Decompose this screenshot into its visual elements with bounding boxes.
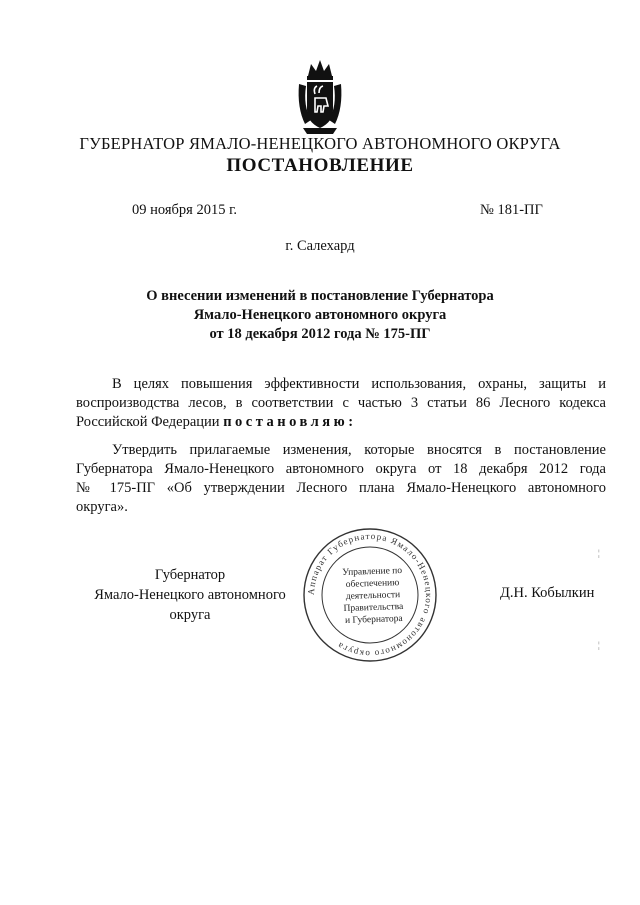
- subject-line: Ямало-Ненецкого автономного округа: [193, 307, 447, 323]
- stamp-line: Правительства: [343, 601, 404, 615]
- document-date: 09 ноября 2015 г.: [132, 202, 238, 218]
- coat-of-arms-emblem-icon: [293, 58, 347, 136]
- scan-mark: ¦: [598, 548, 600, 558]
- document-number: № 181-ПГ: [480, 202, 543, 218]
- signatory-title-line: Губернатор: [154, 567, 226, 583]
- body-paragraph-2: [76, 441, 606, 517]
- subject-line: от 18 декабря 2012 года № 175-ПГ: [209, 326, 431, 342]
- body-paragraph-1: [76, 375, 606, 432]
- signatory-title: [90, 565, 290, 625]
- document-type-title: ПОСТАНОВЛЕНИЕ: [226, 155, 414, 176]
- document-city: г. Салехард: [285, 238, 355, 254]
- stamp-center-text: [335, 565, 411, 628]
- paragraph-line: № 175-ПГ «Об утверждении Лесного плана Ямало-Ненецкого автономного: [76, 480, 606, 496]
- organization-title: ГУБЕРНАТОР ЯМАЛО-НЕНЕЦКОГО АВТОНОМНОГО ОКРУГА: [79, 134, 561, 153]
- paragraph-line: воспроизводства лесов, в соответствии с частью 3 статьи 86 Лесного кодекса: [76, 395, 606, 411]
- stamp-ring-text: Аппарат Губернатора Ямало-Ненецкого автономного округа: [305, 530, 435, 660]
- stamp-line: деятельности: [345, 590, 401, 602]
- paragraph-line: [76, 413, 606, 432]
- paragraph-line: Губернатора Ямало-Ненецкого автономного округа от 18 декабря 2012 года: [76, 461, 606, 477]
- signatory-title-line: Ямало-Ненецкого автономного округа: [94, 587, 286, 623]
- paragraph-text: Российской Федерации: [76, 414, 220, 430]
- signatory-name: Д.Н. Кобылкин: [500, 585, 595, 601]
- stamp-line: Управление по: [342, 565, 403, 579]
- paragraph-line: округа».: [76, 499, 128, 515]
- stamp-line: обеспечению: [345, 578, 400, 590]
- document-subject: [80, 287, 560, 344]
- paragraph-line: В целях повышения эффективности использования, охраны, защиты и: [112, 376, 606, 392]
- paragraph-line: Утвердить прилагаемые изменения, которые вносятся в постановление: [112, 442, 606, 458]
- scan-mark: ¦: [598, 640, 600, 650]
- resolution-keyword: постановляю:: [223, 414, 357, 430]
- stamp-line: и Губернатора: [344, 613, 403, 626]
- subject-line: О внесении изменений в постановление Губернатора: [146, 288, 494, 304]
